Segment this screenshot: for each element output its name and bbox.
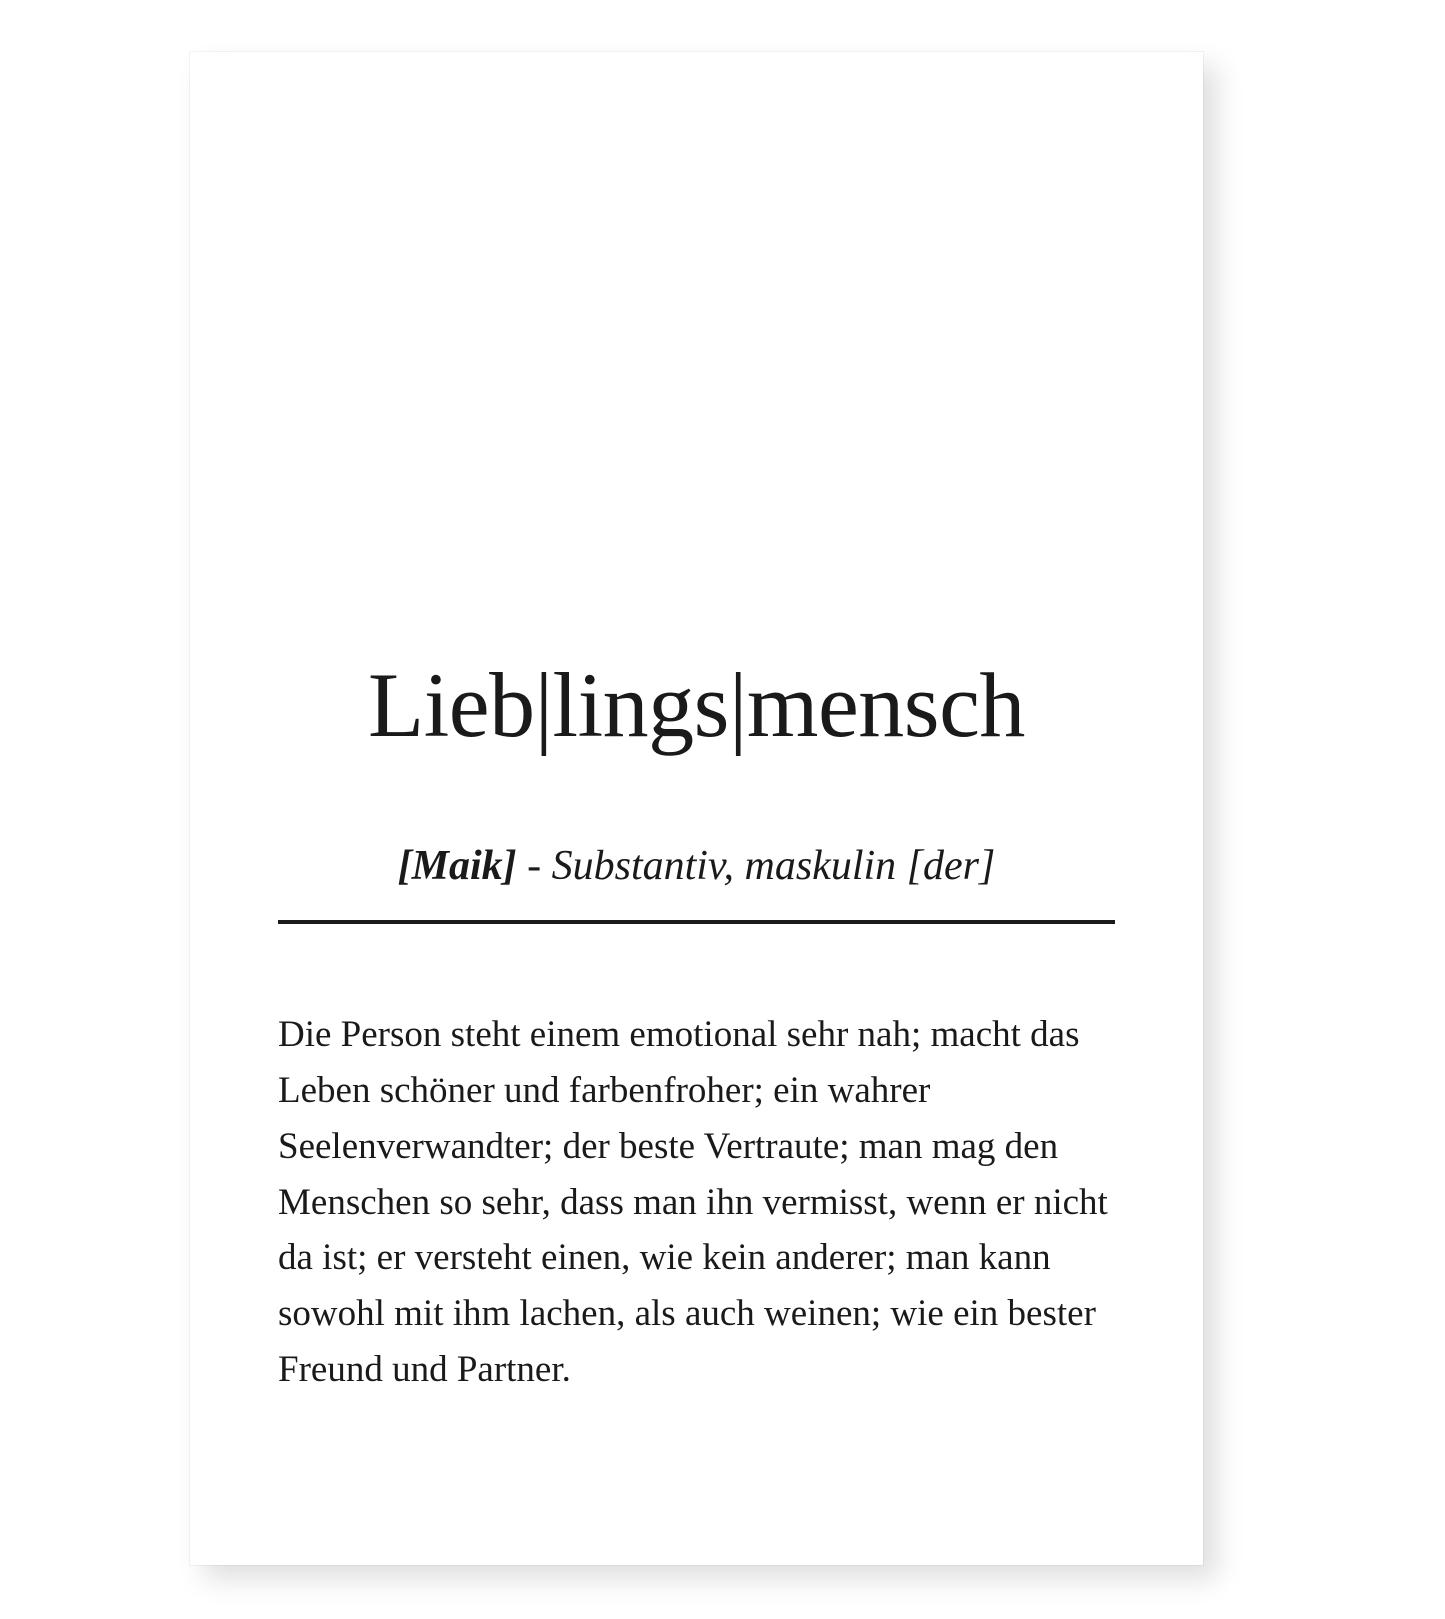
definition-text: Die Person steht einem emotional sehr nah; macht das Leben schöner und farbenfroher; ein wahrer Seelenverwandter; der beste Vertraute; man mag den Menschen so sehr, dass man ihn vermisst, wenn er nicht da ist; er versteht einen, wie kein anderer; man kann sowohl mit ihm lachen, als auch weinen; wie ein bester Freund und Partner. [278, 1014, 1108, 1391]
poster-content [190, 52, 1203, 1565]
pronunciation-name: [Maik] [397, 843, 517, 889]
divider [278, 920, 1115, 924]
grammar-info: - Substantiv, maskulin [der] [516, 843, 996, 889]
page-title: Lieb|lings|mensch [368, 654, 1025, 756]
word-meta [278, 842, 1115, 890]
poster-card [190, 52, 1203, 1565]
